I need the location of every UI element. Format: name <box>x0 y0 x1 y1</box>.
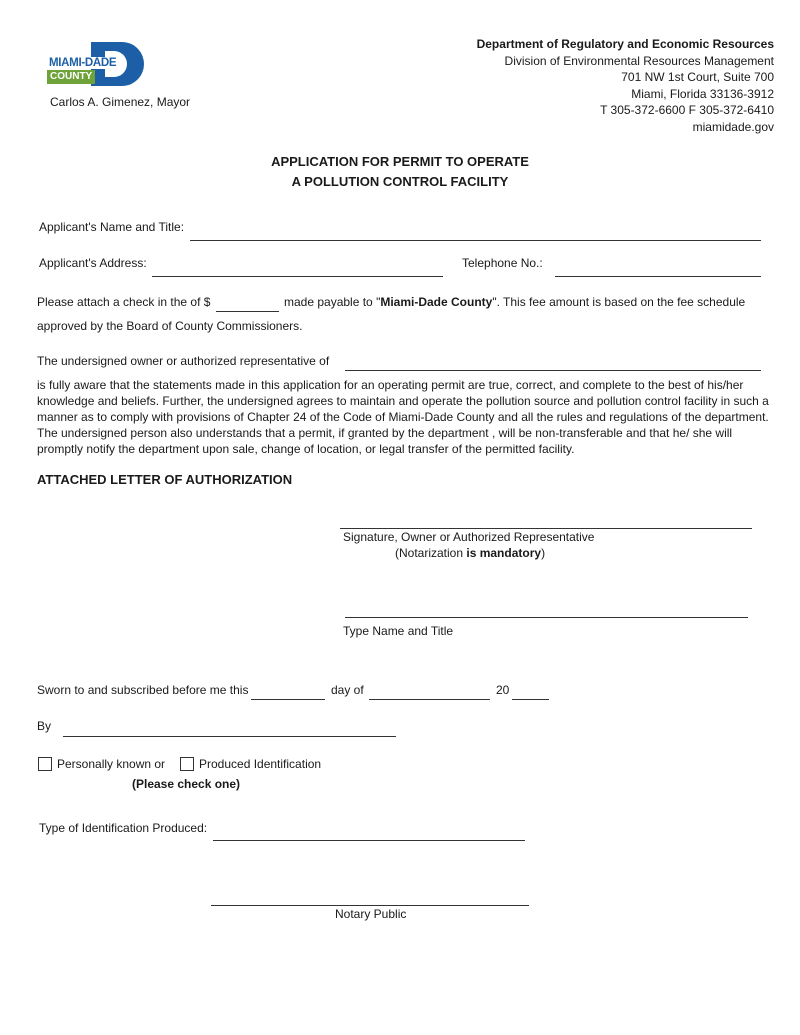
check-one-note: (Please check one) <box>132 777 241 791</box>
personally-known-label: Personally known or <box>57 757 166 771</box>
notary-public-label: Notary Public <box>335 907 407 921</box>
address-line-1: 701 NW 1st Court, Suite 700 <box>621 70 774 84</box>
identification-type-label: Type of Identification Produced: <box>39 821 208 835</box>
applicant-address-label: Applicant's Address: <box>39 256 147 270</box>
county-logo <box>47 42 147 86</box>
fee-text-line-2: approved by the Board of County Commissioners. <box>37 319 303 333</box>
year-prefix-label: 20 <box>496 683 510 697</box>
logo-text-miami-dade: MIAMI-DADE <box>49 57 117 69</box>
telephone-field[interactable] <box>555 276 761 277</box>
notary-signature-field[interactable] <box>211 905 529 906</box>
by-label: By <box>37 719 52 733</box>
division-name: Division of Environmental Resources Management <box>504 53 774 68</box>
identification-type-field[interactable] <box>213 840 525 841</box>
signature-field[interactable] <box>340 528 752 529</box>
signature-label: Signature, Owner or Authorized Representative <box>343 530 595 544</box>
payee-name: Miami-Dade County <box>380 295 493 309</box>
attached-letter-heading: ATTACHED LETTER OF AUTHORIZATION <box>37 472 293 487</box>
type-name-label: Type Name and Title <box>343 624 454 638</box>
sworn-year-field[interactable] <box>512 699 549 700</box>
telephone-label: Telephone No.: <box>462 256 543 270</box>
owner-label: The undersigned owner or authorized representative of <box>37 354 330 368</box>
form-title-line-2: A POLLUTION CONTROL FACILITY <box>291 174 509 189</box>
fee-amount-field[interactable] <box>216 311 279 312</box>
by-field[interactable] <box>63 736 396 737</box>
phone-fax: T 305-372-6600 F 305-372-6410 <box>600 103 774 117</box>
logo-text-county: COUNTY <box>47 70 95 84</box>
website: miamidade.gov <box>692 119 774 134</box>
applicant-address-field[interactable] <box>152 276 443 277</box>
applicant-name-label: Applicant's Name and Title: <box>39 220 185 234</box>
mayor-name: Carlos A. Gimenez, Mayor <box>50 95 191 109</box>
department-address-block <box>477 36 774 135</box>
sworn-label: Sworn to and subscribed before me this <box>37 683 249 697</box>
type-name-field[interactable] <box>345 617 748 618</box>
notarization-note: (Notarization is mandatory) <box>395 546 546 560</box>
sworn-day-field[interactable] <box>251 699 325 700</box>
statement-paragraph: is fully aware that the statements made in this application for an operating permit are true, correct, and complete to the best of his/her knowledge and beliefs. Further, the undersigned agrees to maintain and operate the pollution source and pollution control facility in such a manner as to comply with provisions of Chapter 24 of the Code of Miami-Dade County and all the rules and regulations of the department. The undersigned person also understands that a permit, if granted by the department , will be non-transferable and that he/ she will promptly notify the department upon sale, change of location, or legal transfer of the permitted facility. <box>37 378 769 456</box>
fee-text-after: made payable to "Miami-Dade County". This fee amount is based on the fee schedule <box>284 295 746 309</box>
day-of-label: day of <box>331 683 364 697</box>
fee-text-before: Please attach a check in the of $ <box>37 295 211 309</box>
produced-identification-label: Produced Identification <box>199 757 322 771</box>
applicant-name-field[interactable] <box>190 240 761 241</box>
form-title-line-1: APPLICATION FOR PERMIT TO OPERATE <box>271 154 529 169</box>
department-name: Department of Regulatory and Economic Resources <box>476 37 774 51</box>
sworn-month-field[interactable] <box>369 699 490 700</box>
address-line-2: Miami, Florida 33136-3912 <box>631 86 774 101</box>
produced-identification-checkbox[interactable] <box>180 757 194 771</box>
owner-entity-field[interactable] <box>345 370 761 371</box>
personally-known-checkbox[interactable] <box>38 757 52 771</box>
